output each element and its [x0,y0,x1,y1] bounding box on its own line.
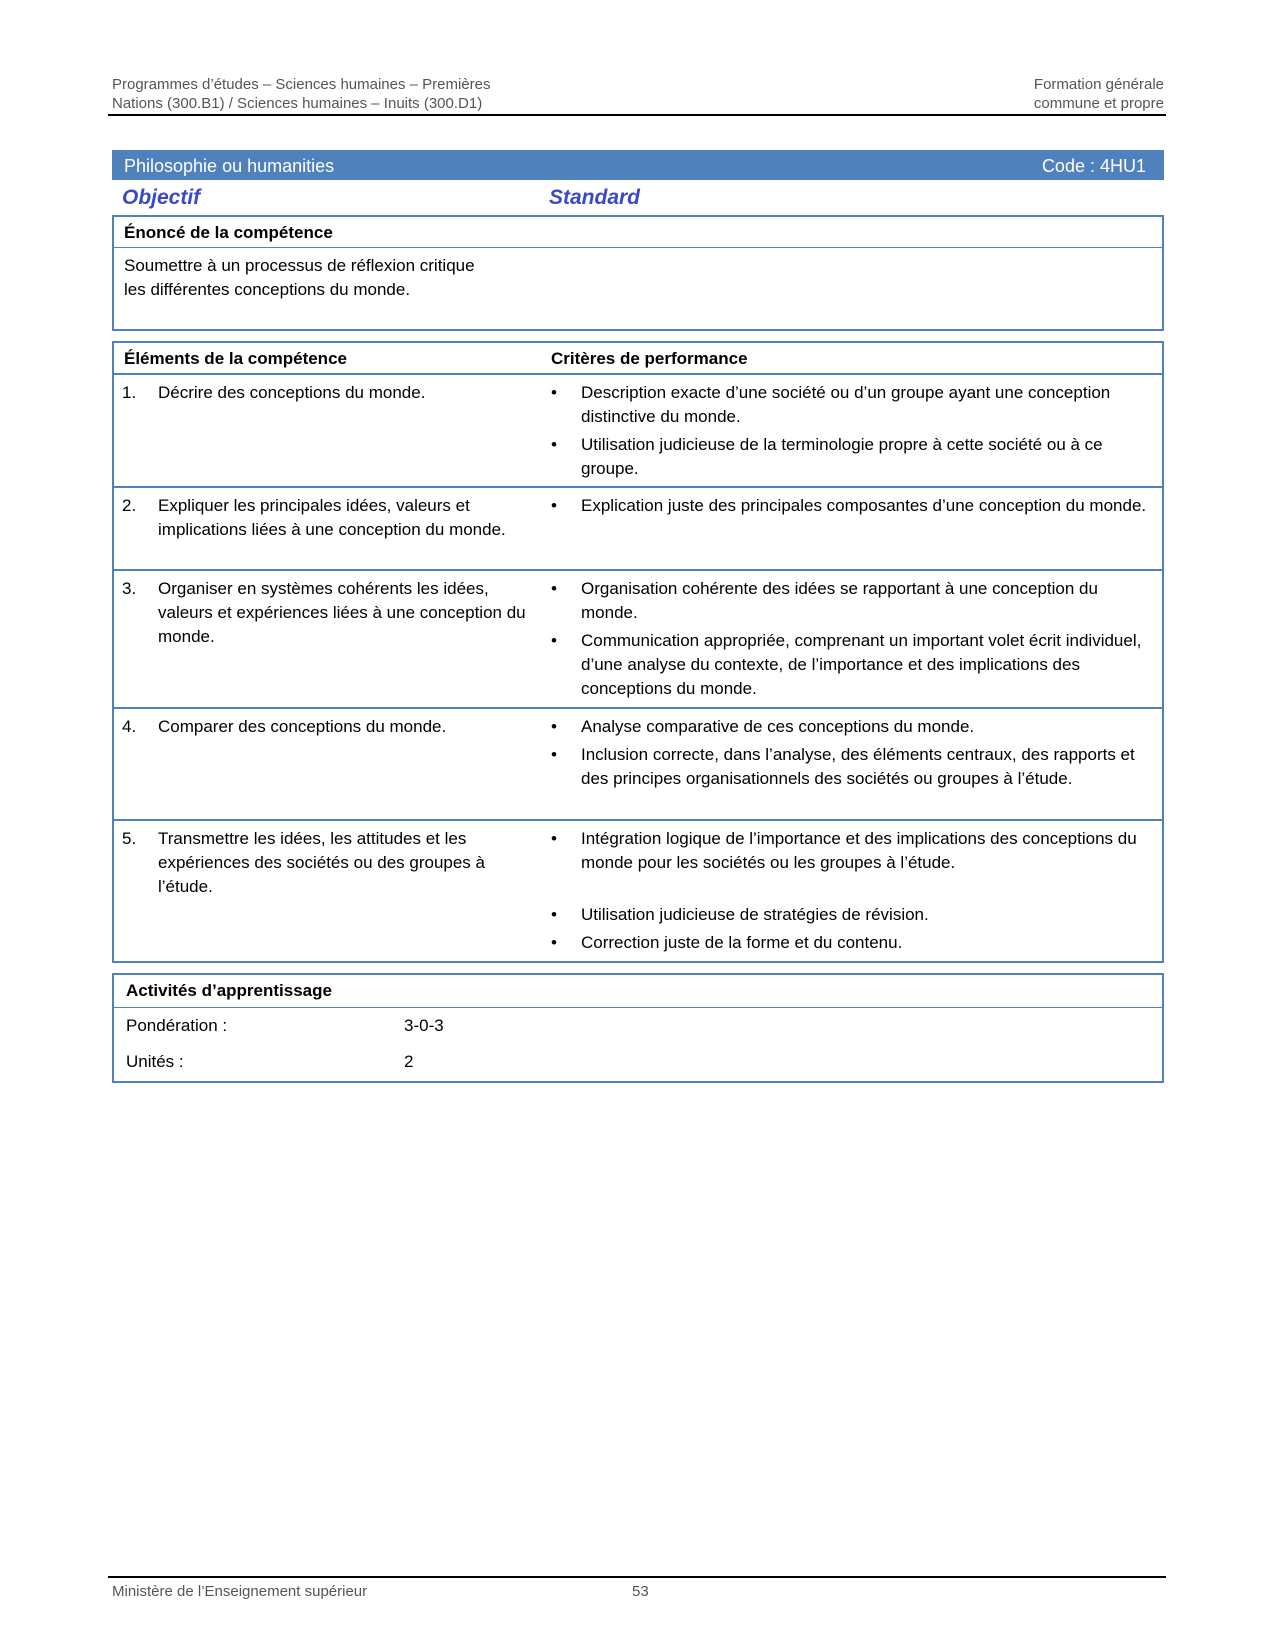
bullet-icon: • [551,496,557,515]
criterion-item [551,577,1151,625]
criterion-text: Intégration logique de l’importance et des implications des conceptions du monde pour les sociétés ou les groupes à l’étude. [581,829,1137,872]
footer-divider [108,1576,1166,1578]
element-cell [122,827,532,899]
criteria-heading: Critères de performance [551,349,748,368]
criterion-item [551,903,1151,927]
criterion-text: Organisation cohérente des idées se rapportant à une conception du monde. [581,579,1098,622]
criterion-item [551,743,1151,791]
header-commune: commune et propre [1033,95,1164,112]
ponderation-row [114,1008,1162,1044]
element-number: 5. [122,829,137,848]
criterion-text: Analyse comparative de ces conceptions du monde. [581,717,975,736]
bullet-icon: • [551,829,557,848]
competence-statement-box [112,215,1164,331]
table-row [114,373,1162,486]
element-text: Comparer des conceptions du monde. [158,717,447,736]
course-code: Code : 4HU1 [1041,156,1146,176]
element-text: Expliquer les principales idées, valeurs et implications liées à une conception du monde. [158,496,506,539]
element-number: 4. [122,717,137,736]
standard-label: Standard [549,186,641,209]
header-program: Programmes d’études – Sciences humaines – Premières [112,76,491,93]
course-title: Philosophie ou humanities [124,156,335,176]
bullet-icon: • [551,717,557,736]
table-row [114,707,1162,819]
bullet-icon: • [551,383,557,402]
table-row [114,819,1162,961]
ponderation-label: Pondération : [126,1016,228,1035]
criterion-item [551,629,1151,701]
ponderation-value: 3-0-3 [404,1016,444,1035]
criterion-text: Description exacte d’une société ou d’un groupe ayant une conception distinctive du monde. [581,383,1111,426]
elements-heading: Éléments de la compétence [124,349,347,368]
criterion-text: Correction juste de la forme et du contenu. [581,933,903,952]
footer-ministry: Ministère de l’Enseignement supérieur [112,1583,368,1600]
bullet-icon: • [551,631,557,650]
criterion-text: Communication appropriée, comprenant un important volet écrit individuel, d’une analyse du contexte, de l’importance et des implications des conceptions du monde. [581,631,1142,698]
bullet-icon: • [551,745,557,764]
element-number: 2. [122,496,137,515]
unites-value: 2 [404,1052,414,1071]
page-number: 53 [632,1583,649,1600]
bullet-icon: • [551,435,557,454]
header-line-1 [112,76,1164,93]
bullet-icon: • [551,905,557,924]
table-row [114,569,1162,707]
criterion-item [551,931,1151,955]
header-divider [108,114,1166,116]
unites-row [114,1044,1162,1080]
learning-activities-box [112,973,1164,1083]
criterion-text: Utilisation judicieuse de la terminologie propre à cette société ou à ce groupe. [581,435,1103,478]
criterion-item [551,494,1151,518]
learning-activities-heading: Activités d’apprentissage [114,975,1162,1008]
table-header [114,343,1162,373]
objective-label: Objectif [122,186,201,209]
criterion-item [551,433,1151,481]
table-row [114,486,1162,569]
element-text: Transmettre les idées, les attitudes et les expériences des sociétés ou des groupes à l’étude. [158,829,485,896]
bullet-icon: • [551,579,557,598]
element-text: Organiser en systèmes cohérents les idées, valeurs et expériences liées à une conception du monde. [158,579,526,646]
element-text: Décrire des conceptions du monde. [158,383,426,402]
criterion-item [551,827,1151,875]
element-cell [122,715,532,739]
competence-table [112,341,1164,963]
element-cell [122,494,532,542]
criterion-item [551,381,1151,429]
footer [112,1583,649,1600]
criterion-item [551,715,1151,739]
course-title-bar [112,150,1164,180]
unites-label: Unités : [126,1052,184,1071]
element-number: 3. [122,579,137,598]
element-cell [122,381,532,405]
header-formation: Formation générale [1033,76,1164,93]
competence-statement-text: Soumettre à un processus de réflexion critique les différentes conceptions du monde. [124,256,475,299]
element-cell [122,577,532,649]
element-number: 1. [122,383,137,402]
header-nations: Nations (300.B1) / Sciences humaines – Inuits (300.D1) [112,95,483,112]
bullet-icon: • [551,933,557,952]
criterion-text: Utilisation judicieuse de stratégies de révision. [581,905,929,924]
criterion-text: Inclusion correcte, dans l’analyse, des éléments centraux, des rapports et des principes organisationnels des sociétés ou groupes à l’étude. [581,745,1135,788]
competence-statement-heading: Énoncé de la compétence [114,217,1162,248]
header-line-2 [112,95,1164,112]
criterion-text: Explication juste des principales composantes d’une conception du monde. [581,496,1147,515]
